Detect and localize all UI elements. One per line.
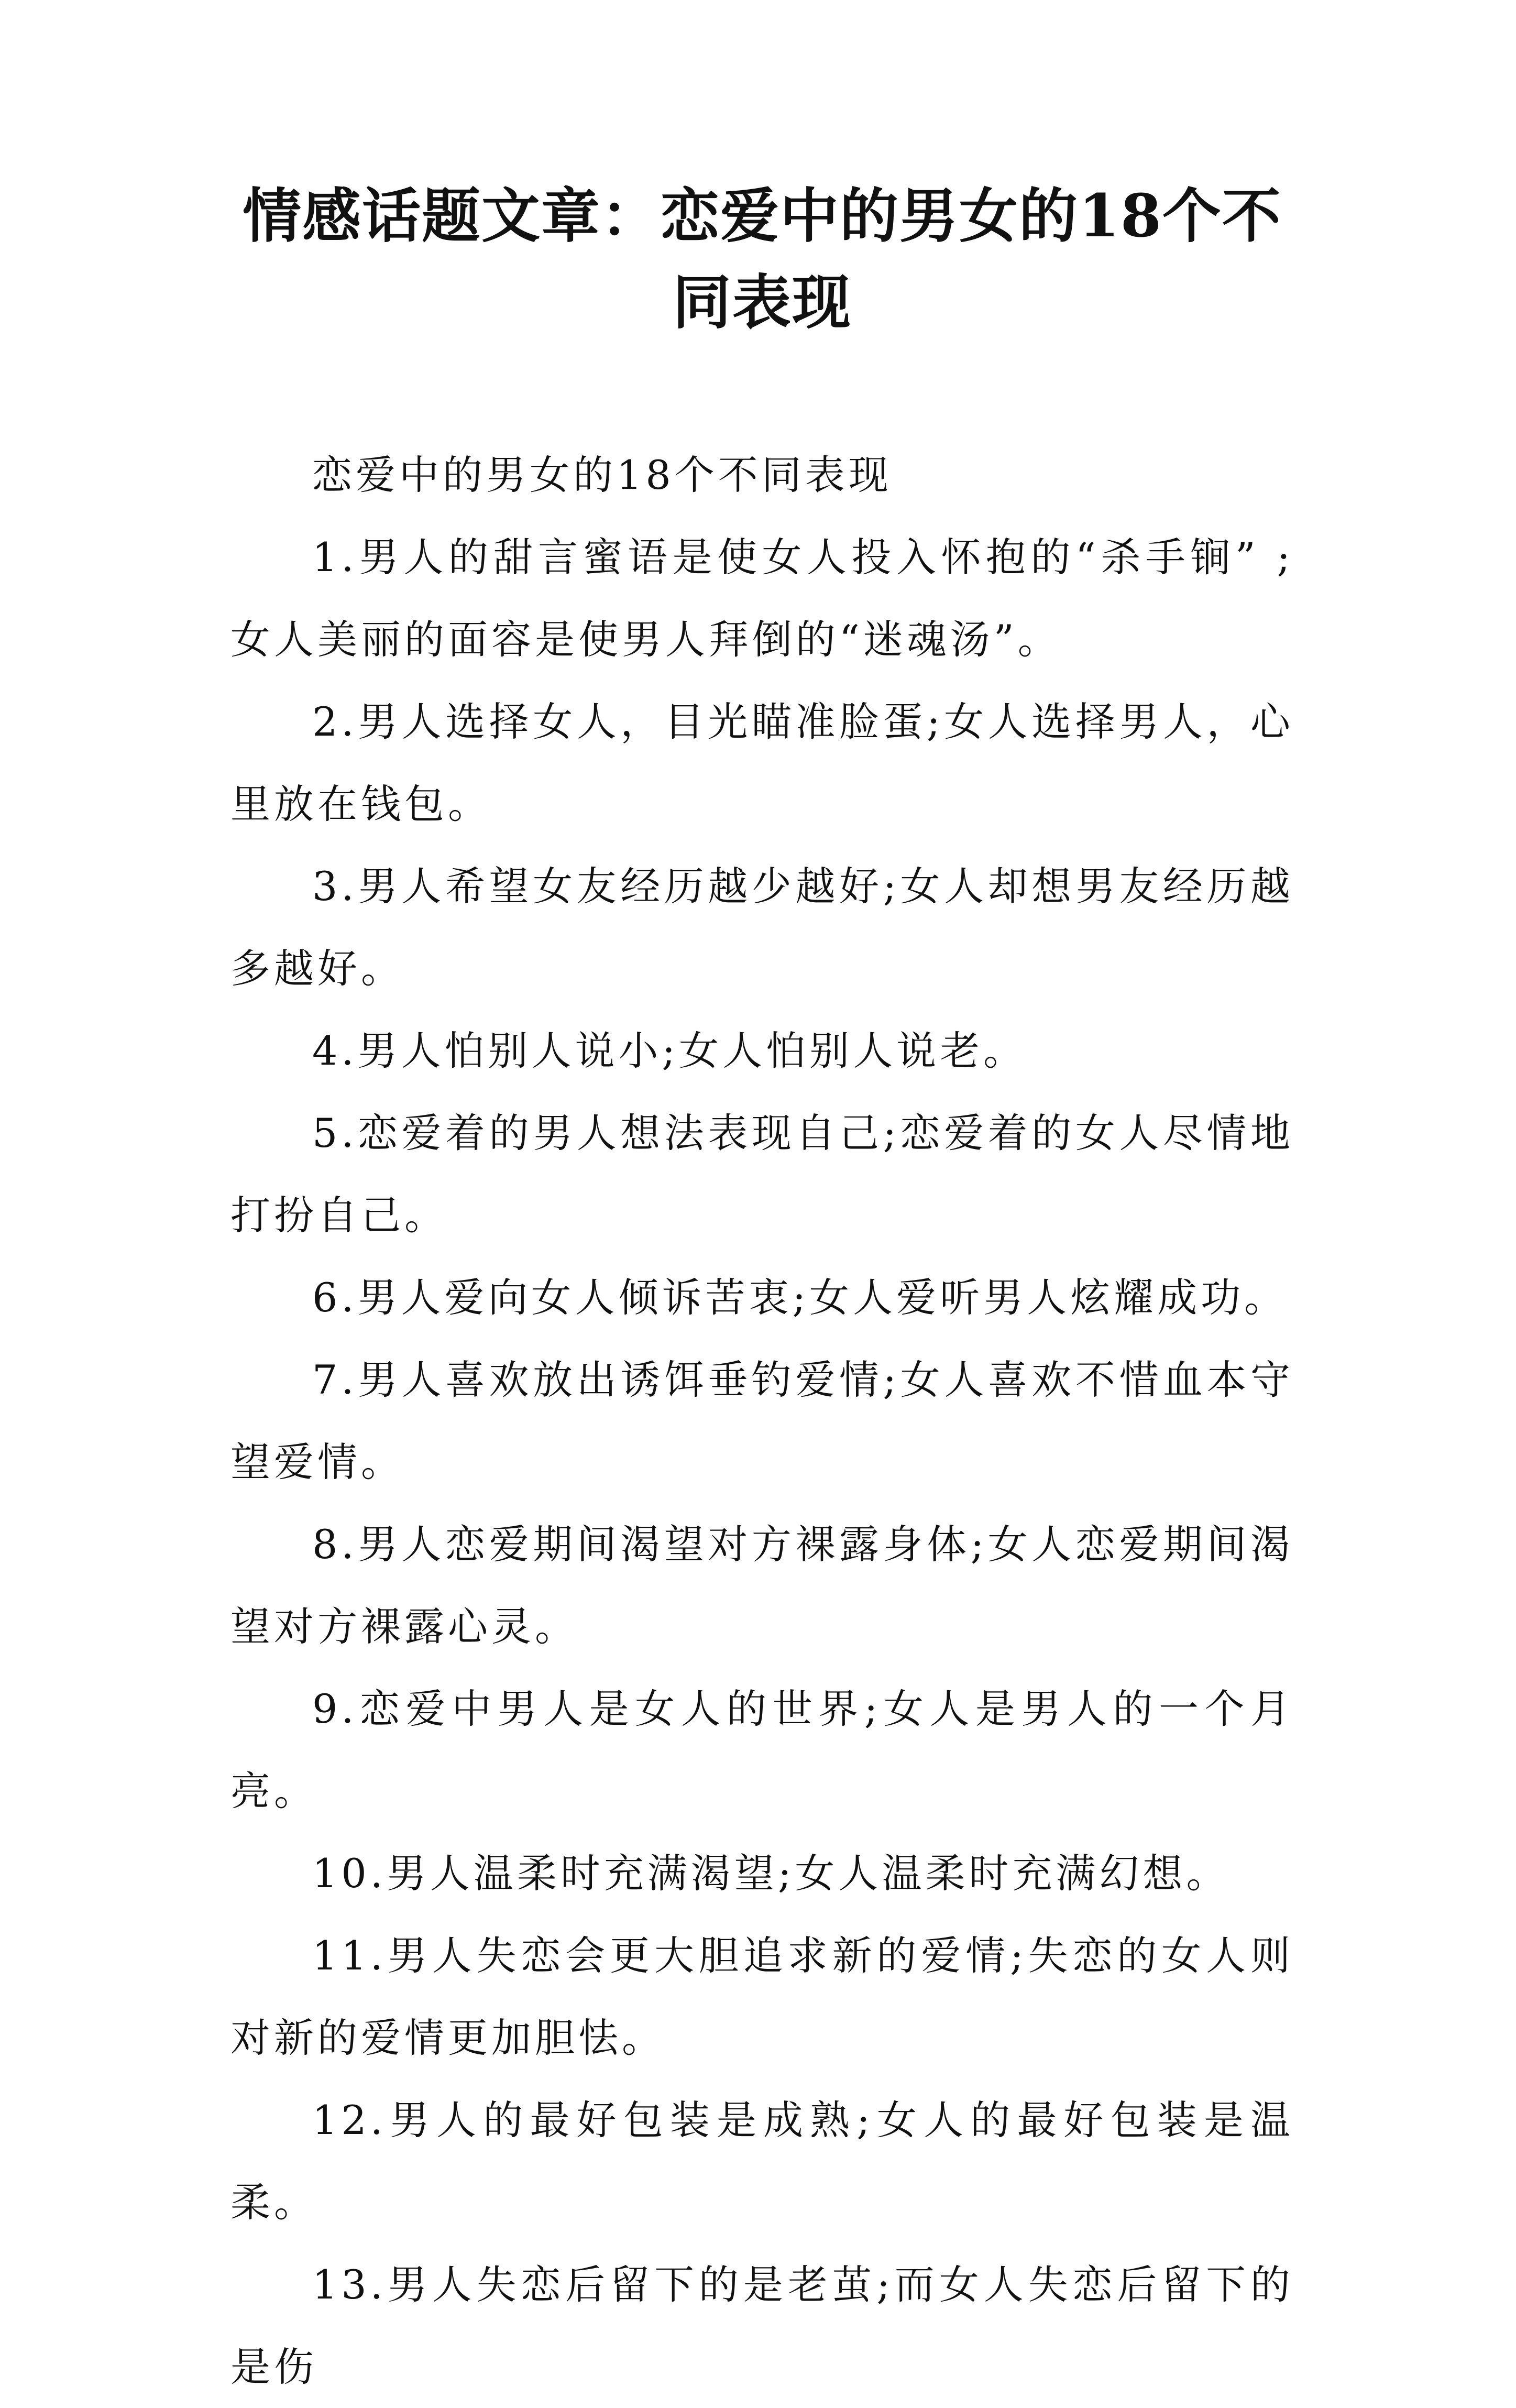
paragraph-subtitle: 恋爱中的男女的18个不同表现 — [312, 452, 892, 498]
paragraph-item-7: 7.男人喜欢放出诱饵垂钓爱情;女人喜欢不惜血本守望爱情。 — [230, 1356, 1294, 1485]
paragraph-item-12: 12.男人的最好包装是成熟;女人的最好包装是温柔。 — [230, 2097, 1294, 2226]
paragraph-item-4: 4.男人怕别人说小;女人怕别人说老。 — [312, 1027, 1027, 1074]
paragraph-item-6: 6.男人爱向女人倾诉苦衷;女人爱听男人炫耀成功。 — [312, 1274, 1288, 1321]
paragraph-item-13: 13.男人失恋后留下的是老茧;而女人失恋后留下的是伤 — [230, 2261, 1294, 2390]
document-body — [230, 434, 1294, 2408]
paragraph-item-9: 9.恋爱中男人是女人的世界;女人是男人的一个月亮。 — [230, 1685, 1294, 1814]
paragraph-item-8: 8.男人恋爱期间渴望对方裸露身体;女人恋爱期间渴望对方裸露心灵。 — [230, 1521, 1294, 1650]
paragraph-item-2: 2.男人选择女人，目光瞄准脸蛋;女人选择男人，心里放在钱包。 — [230, 698, 1294, 827]
paragraph-item-3: 3.男人希望女友经历越少越好;女人却想男友经历越多越好。 — [230, 863, 1294, 992]
paragraph-item-11: 11.男人失恋会更大胆追求新的爱情;失恋的女人则对新的爱情更加胆怯。 — [230, 1932, 1294, 2061]
paragraph-item-1: 1.男人的甜言蜜语是使女人投入怀抱的“杀手锏” ;女人美丽的面容是使男人拜倒的“迷魂汤”。 — [230, 534, 1294, 663]
paragraph-item-5: 5.恋爱着的男人想法表现自己;恋爱着的女人尽情地打扮自己。 — [230, 1110, 1294, 1239]
paragraph-item-10: 10.男人温柔时充满渴望;女人温柔时充满幻想。 — [312, 1850, 1230, 1897]
document-title: 情感话题文章：恋爱中的男女的18个不同表现 — [243, 182, 1282, 337]
